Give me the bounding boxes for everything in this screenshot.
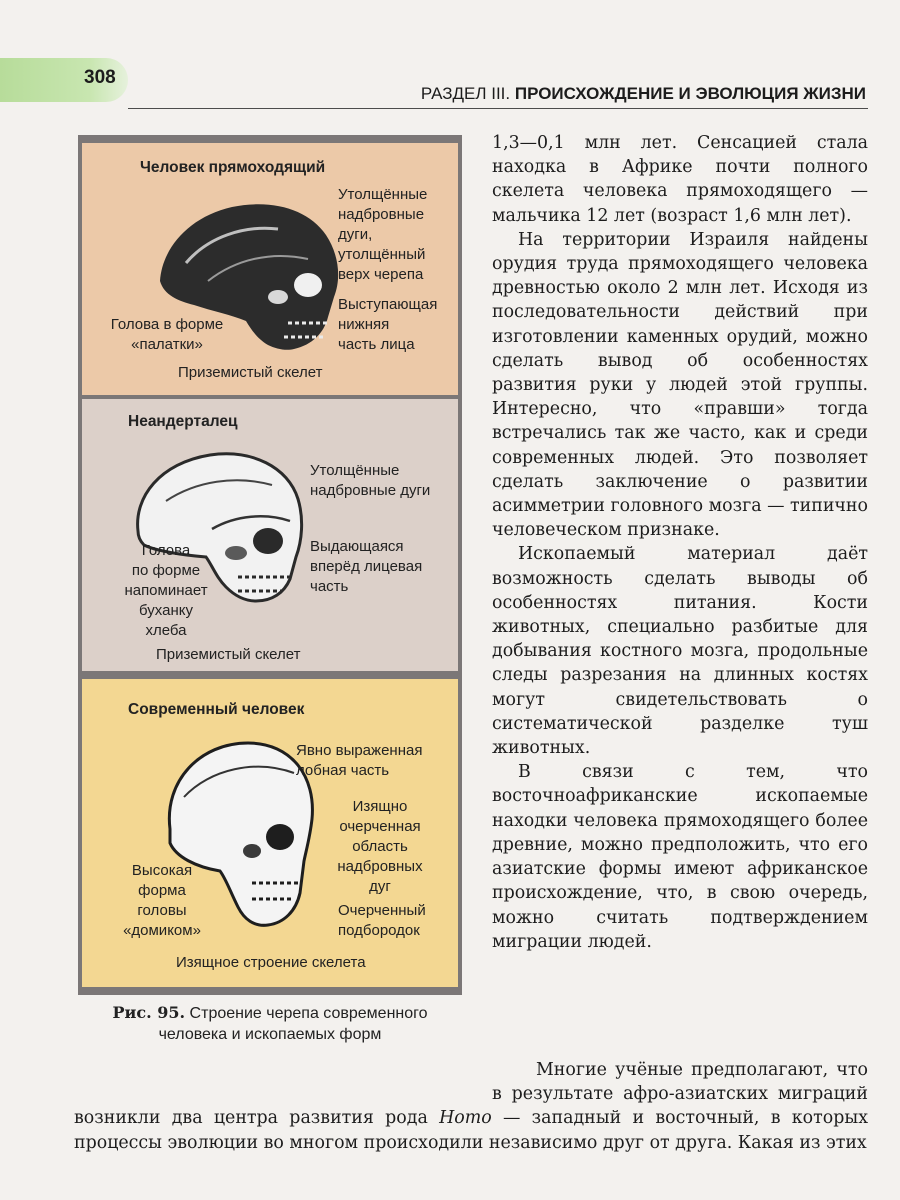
paragraph: Ископаемый материал даёт возможность сделать выводы об особенностях питания. Кости животных, специально разбитые для добывания костного мозга, продольные следы разрезания на длинных костях могут свидетельствовать о систематической разделке туш животных. [492,544,868,759]
label-delicate-brow-area: Изящно очерченная область надбровных дуг [337,798,423,895]
panel-modern-human [82,679,458,987]
figure-number: Рис. 95. [112,1003,186,1022]
chapter-title: ПРОИСХОЖДЕНИЕ И ЭВОЛЮЦИЯ ЖИЗНИ [514,84,866,103]
panel-homo-erectus [82,143,458,395]
paragraph: 1,3—0,1 млн лет. Сенсацией стала находка в Африке почти полного скелета человека прямоходящего — мальчика 12 лет (возраст 1,6 млн лет). [492,133,868,226]
label-defined-chin: Очерченный подбородок [338,902,426,939]
label-bread-loaf-head: Голова по форме напоминает буханку хлеба [124,542,208,639]
panel-neanderthal [82,399,458,671]
label-protruding-lower-face: Выступающая нижняя часть лица [338,296,438,353]
label-protruding-face: Выдающаяся вперёд лицевая часть [310,538,423,595]
label-stocky-skeleton: Приземистый скелет [178,364,323,381]
paragraph-end: — западный и восточный, в которых процессы эволюции во многом происходили независимо друг от друга. Какая из этих [74,1108,869,1153]
header-rule [128,108,868,109]
panel-title: Человек прямоходящий [140,159,326,176]
paragraph-start: Многие учёные предполагают, что в результате афро-азиатских миграций возникли два центра развития рода [74,1060,868,1129]
label-thick-brow-ridges: Утолщённые надбровные дуги [310,462,431,499]
paragraph: На территории Израиля найдены орудия труда прямоходящего человека древностью около 2 млн лет. Исходя из последовательности действий при изготовлении каменных орудий, можно сделать вывод об особенностях развития руки у людей этой группы. Интересно, что «правши» тогда встречались так же часто, как и среди современных людей. Это позволяет сделать заключение о развитии асимметрии головного мозга — типично человеческом признаке. [492,229,868,541]
label-tent-shaped-head: Голова в форме «палатки» [110,316,224,353]
figure-caption [78,1002,462,1045]
label-pronounced-forehead: Явно выраженная лобная часть [296,742,423,779]
label-dome-shaped-head: Высокая форма головы «домиком» [123,862,201,939]
section-label: РАЗДЕЛ III. [420,84,511,103]
label-stocky-skeleton: Приземистый скелет [156,646,301,663]
panel-title: Неандерталец [128,413,238,430]
paragraph: В связи с тем, что восточноафриканские ископаемые находки человека прямоходящего более древние, можно предположить, что его азиатские формы имеют африканское происхождение, что, в свою очередь, можно считать подтверждением миграции людей. [492,762,868,952]
page-number: 308 [84,67,116,88]
body-column [492,131,868,954]
genus-name: Homo [439,1108,492,1129]
panel-title: Современный человек [128,701,305,718]
running-head [421,84,866,104]
figure-95 [78,135,462,995]
caption-text: Строение черепа современного человека и ископаемых форм [158,1005,428,1043]
label-delicate-skeleton: Изящное строение скелета [176,954,366,971]
wrap-paragraph [74,1058,868,1155]
figure-wrap-spacer [74,1058,492,1106]
label-thick-brow-ridges: Утолщённые надбровные дуги, утолщённый верх черепа [338,186,428,283]
